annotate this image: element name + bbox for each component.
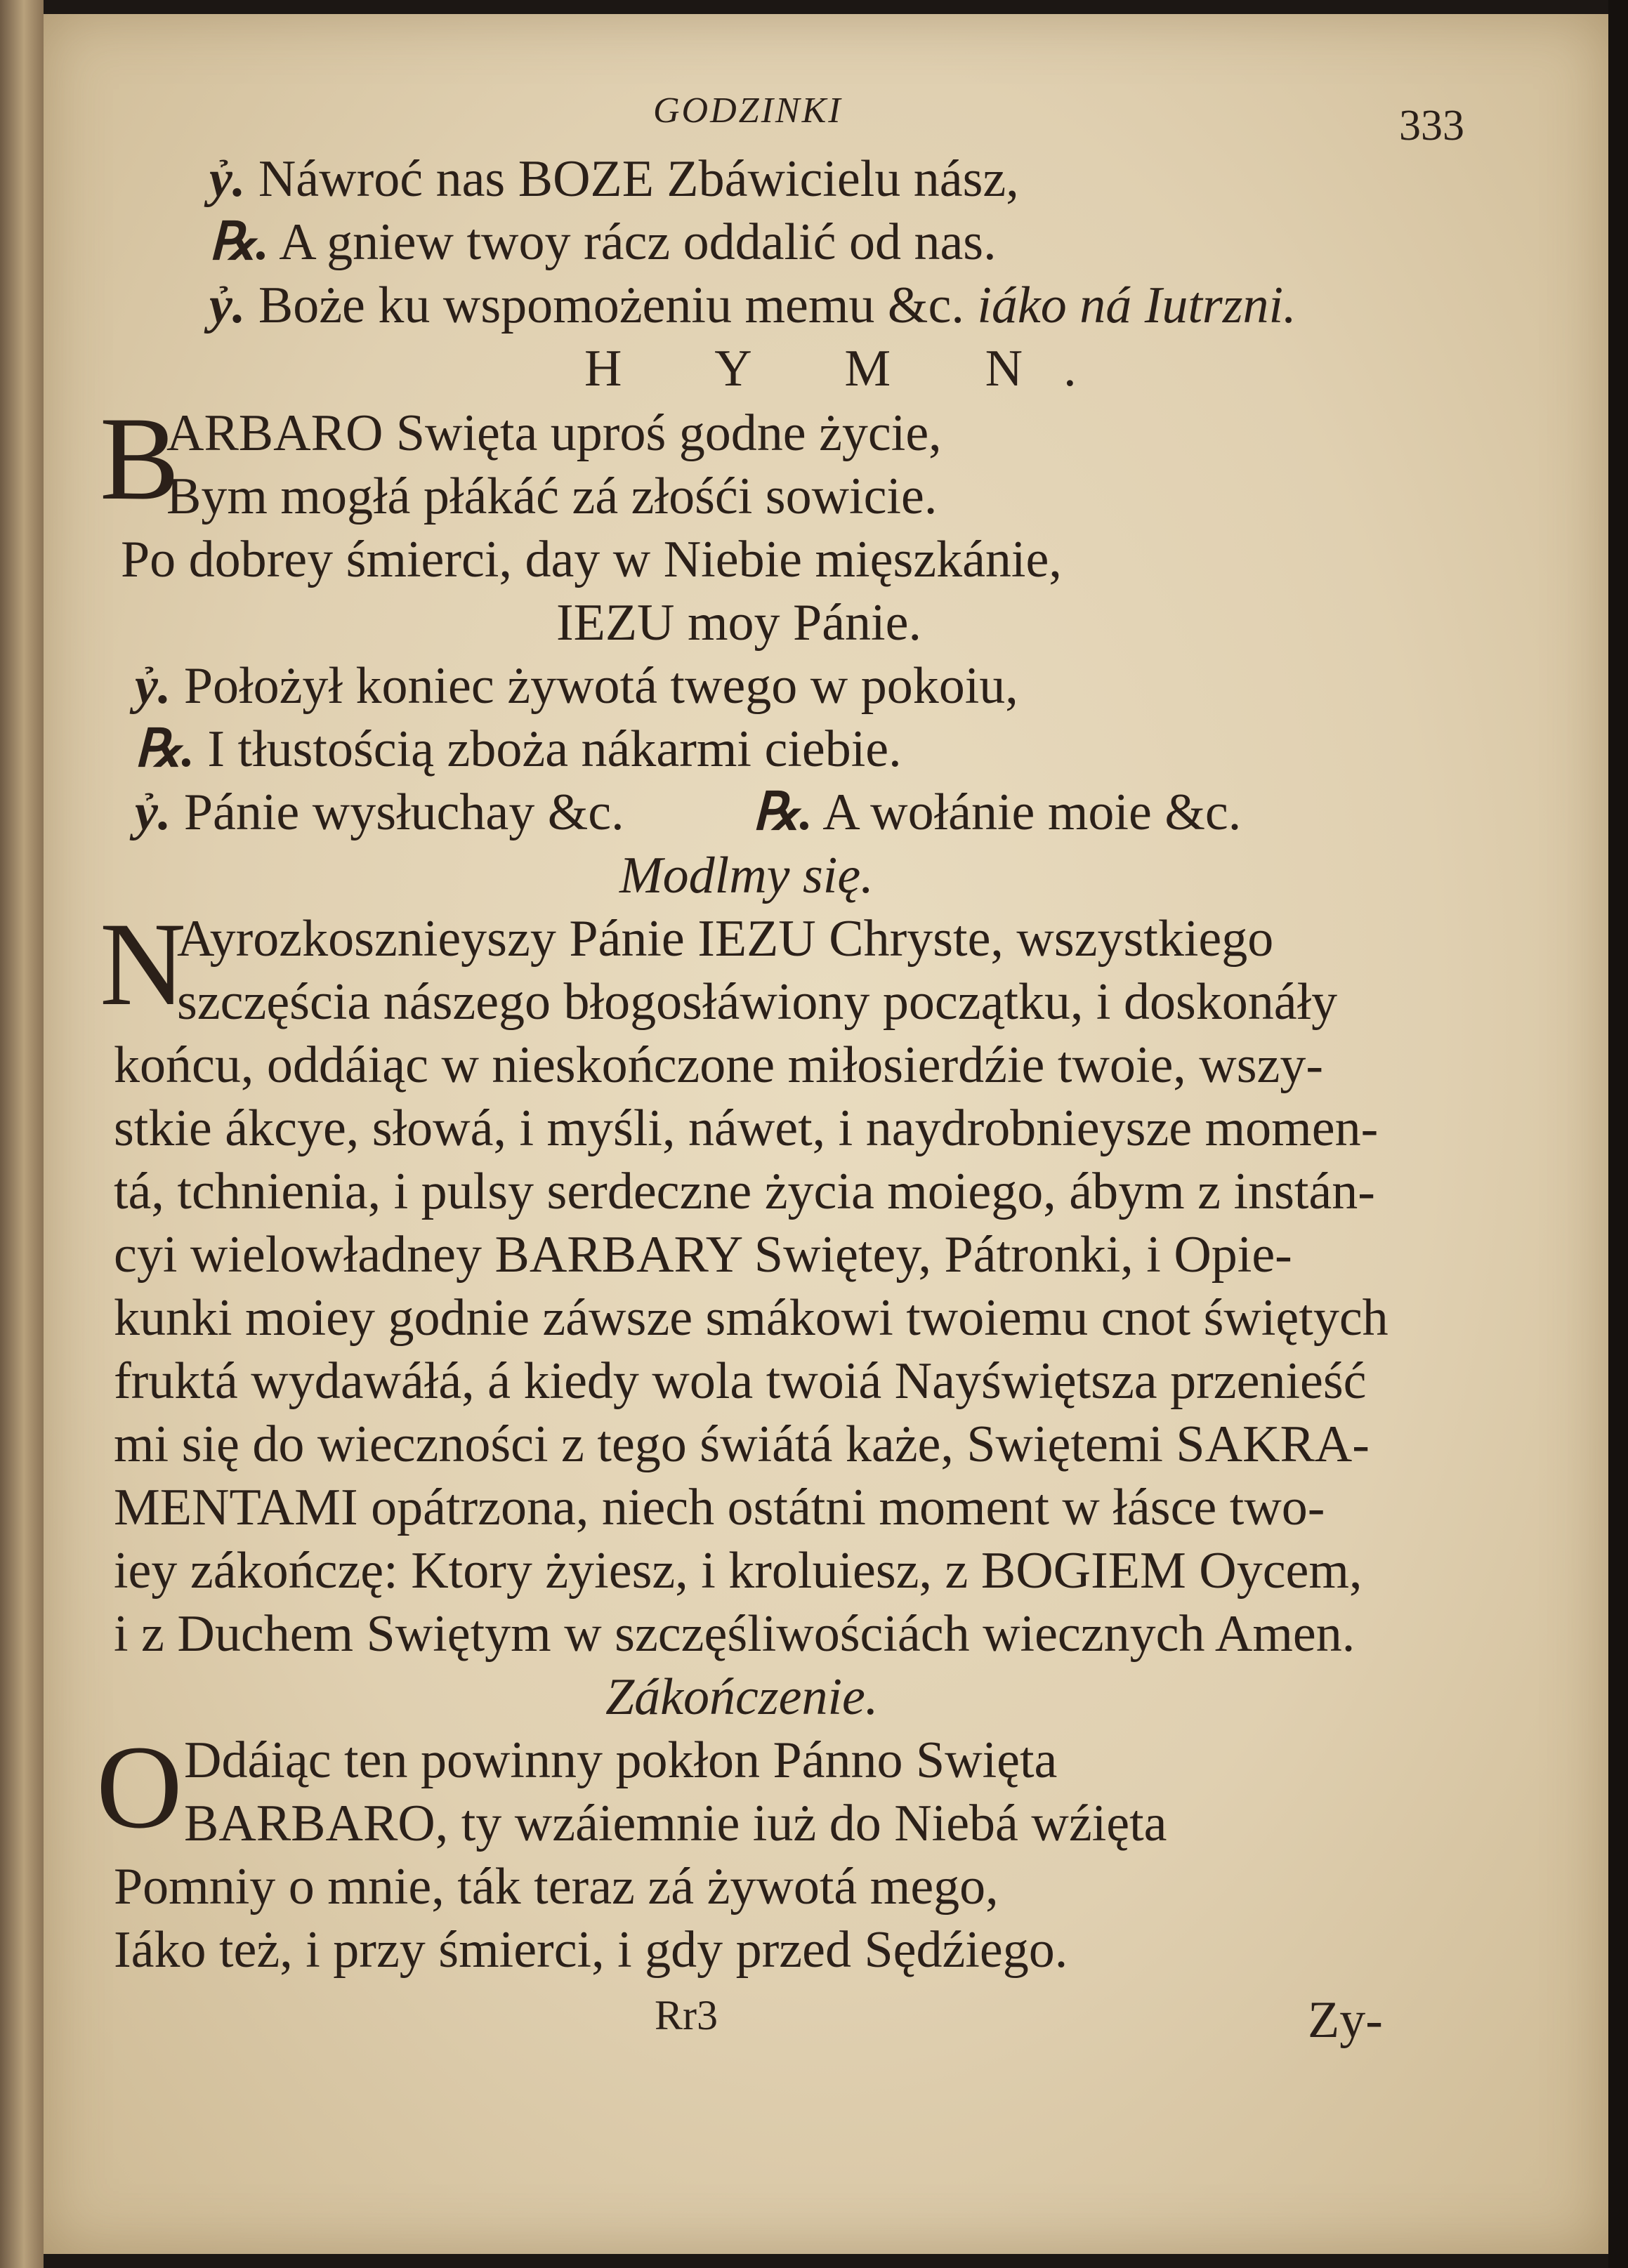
response-text: I tłustością zboża nákarmi ciebie. xyxy=(207,720,902,778)
versicle-text: Pánie wysłuchay &c. xyxy=(183,784,624,841)
prayer-line: mi się do wieczności z tego świátá każe, Swiętemi SAKRA- xyxy=(114,1416,1370,1473)
hymn-line: ARBARO Swięta uproś godne życie, xyxy=(166,404,942,462)
versicle-line xyxy=(135,784,624,841)
response-line xyxy=(209,213,997,271)
conclusion-line: BARBARO, ty wzáiemnie iuż do Niebá wźięta xyxy=(184,1795,1167,1852)
versicle-text: Położył koniec żywotá twego w pokoiu, xyxy=(183,657,1018,715)
versicle-line xyxy=(209,150,1019,208)
versicle-symbol: ỷ. xyxy=(209,277,246,334)
catchword: Zy- xyxy=(1308,1991,1383,2049)
response-text: A gniew twoy rácz oddalić od nas. xyxy=(279,213,997,271)
prayer-drop-cap: N xyxy=(100,898,186,1030)
prayer-line: Ayrozkosznieyszy Pánie IEZU Chryste, wszystkiego xyxy=(177,910,1274,968)
response-text: A wołánie moie &c. xyxy=(822,784,1242,841)
page-number: 333 xyxy=(1399,102,1464,150)
versicle-line xyxy=(135,657,1018,715)
running-title: GODZINKI xyxy=(653,91,843,131)
prayer-line: stkie ákcye, słowá, i myśli, náwet, i naydrobnieysze momen- xyxy=(114,1100,1379,1157)
hymn-title: H Y M N. xyxy=(584,340,1117,397)
page-edge xyxy=(1608,0,1628,2268)
versicle-text: Boże ku wspomożeniu memu &c. xyxy=(258,277,964,334)
prayer-line: i z Duchem Swiętym w szczęśliwościách wiecznych Amen. xyxy=(114,1605,1355,1663)
response-symbol: ℞. xyxy=(209,213,269,271)
prayer-title: Modlmy się. xyxy=(619,847,874,904)
conclusion-title: Zákończenie. xyxy=(605,1668,879,1726)
binding-gutter xyxy=(0,0,44,2268)
versicle-symbol: ỷ. xyxy=(135,784,171,841)
versicle-symbol: ỷ. xyxy=(209,150,246,208)
prayer-line: tá, tchnienia, i pulsy serdeczne życia moiego, ábym z instán- xyxy=(114,1163,1375,1220)
hymn-drop-cap: B xyxy=(100,393,180,525)
prayer-line: iey zákończę: Ktory żyiesz, i kroluiesz, z BOGIEM Oycem, xyxy=(114,1542,1363,1600)
hymn-line: Po dobrey śmierci, day w Niebie mięszkánie, xyxy=(121,531,1062,588)
versicle-text: Náwroć nas BOZE Zbáwicielu nász, xyxy=(258,150,1019,208)
conclusion-line: Iáko też, i przy śmierci, i gdy przed Sędźiego. xyxy=(114,1921,1068,1979)
response-line xyxy=(135,720,902,778)
hymn-line: IEZU moy Pánie. xyxy=(556,594,921,652)
prayer-line: końcu, oddáiąc w nieskończone miłosierdźie twoie, wszy- xyxy=(114,1036,1324,1094)
response-symbol: ℞. xyxy=(753,784,813,841)
response-line xyxy=(753,784,1242,841)
versicle-symbol: ỷ. xyxy=(135,657,171,715)
prayer-line: kunki moiey godnie záwsze smákowi twoiemu cnot świętych xyxy=(114,1289,1389,1347)
signature-mark: Rr3 xyxy=(655,1992,718,2038)
hymn-line: Bym mogłá płákáć zá złośći sowicie. xyxy=(166,468,938,525)
prayer-line: MENTAMI opátrzona, niech ostátni moment w łásce two- xyxy=(114,1479,1325,1536)
response-symbol: ℞. xyxy=(135,720,195,778)
versicle-rubric: iáko ná Iutrzni. xyxy=(977,277,1297,334)
book-page xyxy=(44,14,1608,2254)
conclusion-line: Ddáiąc ten powinny pokłon Pánno Swięta xyxy=(184,1732,1058,1789)
conclusion-drop-cap: O xyxy=(96,1721,183,1853)
conclusion-line: Pomniy o mnie, ták teraz zá żywotá mego, xyxy=(114,1858,999,1916)
prayer-line: cyi wielowładney BARBARY Swiętey, Pátronki, i Opie- xyxy=(114,1226,1292,1284)
prayer-line: fruktá wydawáłá, á kiedy wola twoiá Nayświętsza przenieść xyxy=(114,1352,1367,1410)
prayer-line: szczęścia nászego błogosłáwiony początku, i doskonáły xyxy=(177,973,1338,1031)
versicle-line xyxy=(209,277,1297,334)
